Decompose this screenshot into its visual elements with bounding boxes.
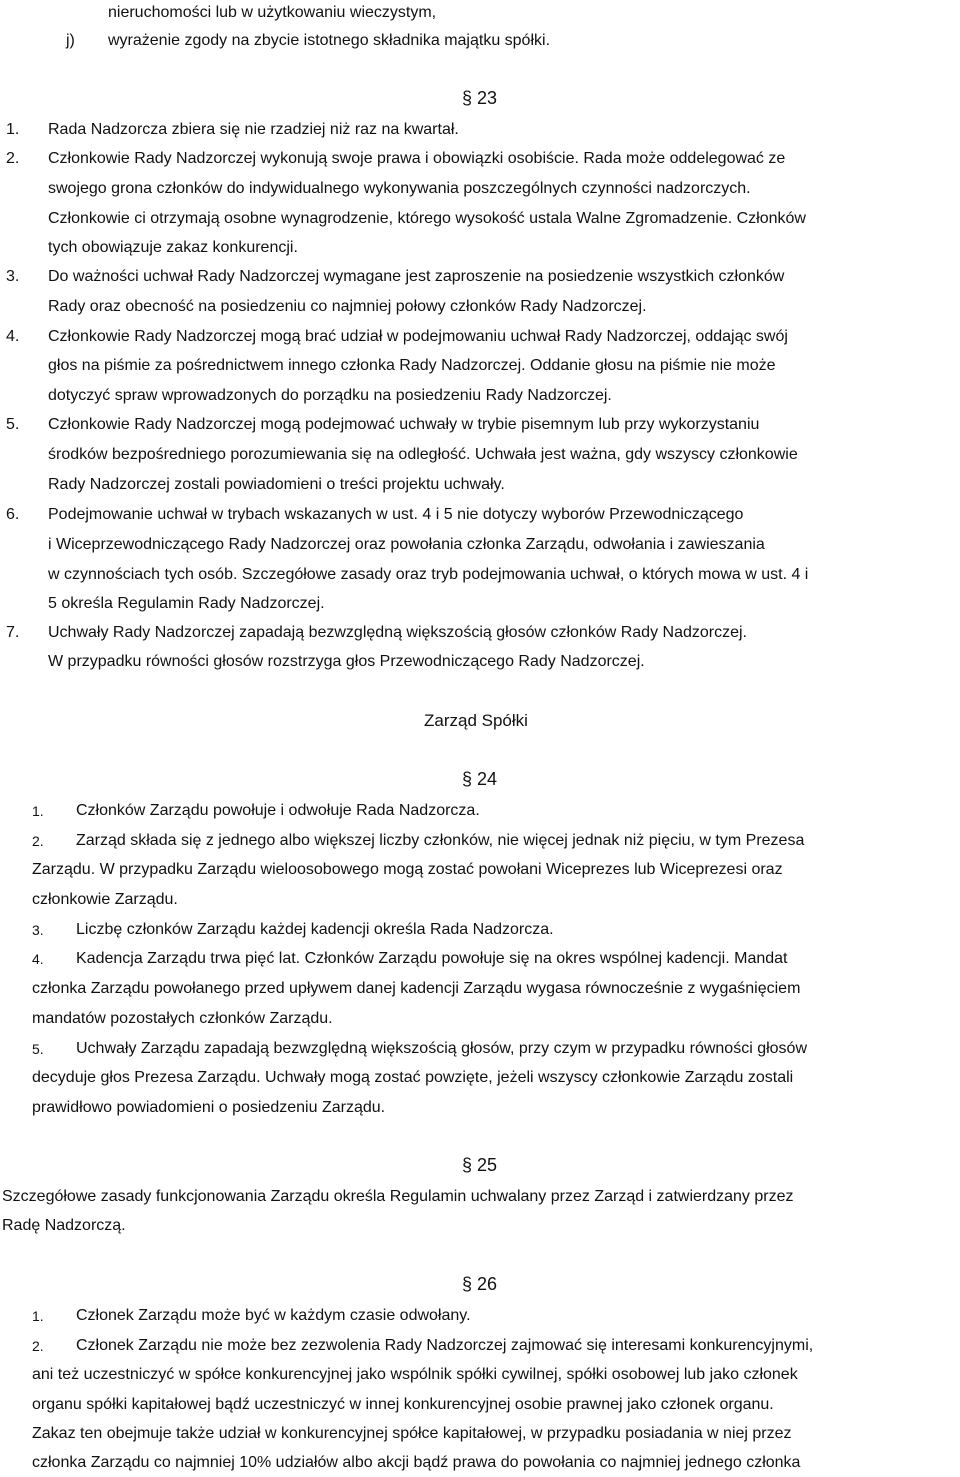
text-line: Szczegółowe zasady funkcjonowania Zarządu określa Regulamin uchwalany przez Zarząd i zatwierdzany przez <box>2 1188 794 1205</box>
paragraph-number: 5. <box>6 416 20 433</box>
paragraph-24-5-line: decyduje głos Prezesa Zarządu. Uchwały mogą zostać powzięte, jeżeli wszyscy członkowie Zarządu zostali <box>32 1069 794 1086</box>
section-heading-23: § 23 <box>462 88 498 108</box>
section-heading-26: § 26 <box>462 1274 498 1294</box>
paragraph-23-2-line <box>48 178 958 200</box>
text-line: swojego grona członków do indywidualnego wykonywania poszczególnych czynności nadzorczych. <box>48 180 751 197</box>
paragraph-24-4-line: Kadencja Zarządu trwa pięć lat. Członków Zarządu powołuje się na okres wspólnej kadencji. Mandat <box>76 950 788 967</box>
paragraph-23-1: Rada Nadzorcza zbiera się nie rzadziej niż raz na kwartał. <box>48 121 459 138</box>
section-heading-24: § 24 <box>462 769 498 789</box>
paragraph-number: 2. <box>6 150 20 167</box>
paragraph-26-2-line: organu spółki kapitałowej bądź uczestniczyć w innej konkurencyjnej osobie prawnej jako członek organu. <box>32 1396 774 1413</box>
paragraph-26-2-line: Zakaz ten obejmuje także udział w konkurencyjnej spółce kapitałowej, w przypadku posiadania w niej przez <box>32 1425 792 1442</box>
paragraph-number: 3. <box>32 922 44 938</box>
paragraph-number: 5. <box>32 1041 44 1057</box>
paragraph-23-6-line: 5 określa Regulamin Rady Nadzorczej. <box>48 595 325 612</box>
paragraph-number: 2. <box>32 833 44 849</box>
paragraph-number: 4. <box>32 951 44 967</box>
list-item-continuation: nieruchomości lub w użytkowaniu wieczystym, <box>108 4 437 21</box>
paragraph-23-3-line: Rady oraz obecność na posiedzeniu co najmniej połowy członków Rady Nadzorczej. <box>48 298 647 315</box>
paragraph-23-2-line <box>48 148 958 170</box>
paragraph-number: 2. <box>32 1338 44 1354</box>
paragraph-23-6-line: Podejmowanie uchwał w trybach wskazanych w ust. 4 i 5 nie dotyczy wyborów Przewodniczącego <box>48 506 744 523</box>
paragraph-23-2-line: tych obowiązuje zakaz konkurencji. <box>48 239 298 256</box>
paragraph-24-4-line: członka Zarządu powołanego przed upływem danej kadencji Zarządu wygasa równocześnie z wygaśnięciem <box>32 980 801 997</box>
paragraph-24-2-line: członkowie Zarządu. <box>32 891 178 908</box>
paragraph-23-5-line: Członkowie Rady Nadzorczej mogą podejmować uchwały w trybie pisemnym lub przy wykorzystaniu <box>48 416 760 433</box>
paragraph-23-3-line: Do ważności uchwał Rady Nadzorczej wymagane jest zaproszenie na posiedzenie wszystkich członków <box>48 268 785 285</box>
paragraph-26-2-line: Członek Zarządu nie może bez zezwolenia Rady Nadzorczej zajmować się interesami konkurencyjnymi, <box>76 1337 814 1354</box>
paragraph-23-4-line: głos na piśmie za pośrednictwem innego członka Rady Nadzorczej. Oddanie głosu na piśmie nie może <box>48 357 776 374</box>
paragraph-23-2-line: Członkowie ci otrzymają osobne wynagrodzenie, którego wysokość ustala Walne Zgromadzenie. Członków <box>48 210 806 227</box>
chapter-title: Zarząd Spółki <box>424 711 528 730</box>
paragraph-24-5-line: Uchwały Zarządu zapadają bezwzględną większością głosów, przy czym w przypadku równości głosów <box>76 1040 807 1057</box>
paragraph-26-2-line: ani też uczestniczyć w spółce konkurencyjnej jako wspólnik spółki cywilnej, spółki osobowej lub jako członek <box>32 1366 798 1383</box>
paragraph-24-3: Liczbę członków Zarządu każdej kadencji określa Rada Nadzorcza. <box>76 921 554 938</box>
list-item-label-j: j) <box>66 32 75 49</box>
paragraph-23-7-line: W przypadku równości głosów rozstrzyga głos Przewodniczącego Rady Nadzorczej. <box>48 653 645 670</box>
paragraph-23-6-line: i Wiceprzewodniczącego Rady Nadzorczej oraz powołania członka Zarządu, odwołania i zawieszania <box>48 536 765 553</box>
paragraph-23-5-line: Rady Nadzorczej zostali powiadomieni o treści projektu uchwały. <box>48 476 505 493</box>
list-item-j: wyrażenie zgody na zbycie istotnego składnika majątku spółki. <box>108 32 551 49</box>
paragraph-number: 1. <box>6 121 20 138</box>
paragraph-23-4-line: dotyczyć spraw wprowadzonych do porządku na posiedzeniu Rady Nadzorczej. <box>48 387 612 404</box>
text-line: Członkowie Rady Nadzorczej wykonują swoje prawa i obowiązki osobiście. Rada może oddelegować ze <box>48 150 786 167</box>
paragraph-24-2-line: Zarząd składa się z jednego albo większej liczby członków, nie więcej jednak niż pięciu, w tym Prezesa <box>76 832 805 849</box>
paragraph-23-4-line: Członkowie Rady Nadzorczej mogą brać udział w podejmowaniu uchwał Rady Nadzorczej, oddając swój <box>48 328 788 345</box>
paragraph-number: 1. <box>32 803 44 819</box>
paragraph-23-6-line: w czynnościach tych osób. Szczegółowe zasady oraz tryb podejmowania uchwał, o których mowa w ust. 4 i <box>48 566 809 583</box>
paragraph-number: 6. <box>6 506 20 523</box>
paragraph-number: 4. <box>6 328 20 345</box>
paragraph-24-2-line: Zarządu. W przypadku Zarządu wieloosobowego mogą zostać powołani Wiceprezes lub Wiceprezesi oraz <box>32 861 783 878</box>
paragraph-25-line: Radę Nadzorczą. <box>2 1217 126 1234</box>
section-heading-25: § 25 <box>462 1155 498 1175</box>
paragraph-26-2-line: członka Zarządu co najmniej 10% udziałów albo akcji bądź prawa do powołania co najmniej jednego członka <box>32 1454 801 1471</box>
paragraph-24-5-line: prawidłowo powiadomieni o posiedzeniu Zarządu. <box>32 1099 386 1116</box>
paragraph-23-7-line: Uchwały Rady Nadzorczej zapadają bezwzględną większością głosów członków Rady Nadzorczej. <box>48 624 747 641</box>
paragraph-23-5-line: środków bezpośredniego porozumiewania się na odległość. Uchwała jest ważna, gdy wszyscy członkowie <box>48 446 798 463</box>
paragraph-number: 7. <box>6 624 20 641</box>
paragraph-24-1: Członków Zarządu powołuje i odwołuje Rada Nadzorcza. <box>76 802 480 819</box>
paragraph-number: 3. <box>6 268 20 285</box>
paragraph-26-1: Członek Zarządu może być w każdym czasie odwołany. <box>76 1307 471 1324</box>
paragraph-number: 1. <box>32 1308 44 1324</box>
paragraph-24-4-line: mandatów pozostałych członków Zarządu. <box>32 1010 333 1027</box>
paragraph-25-line <box>2 1186 958 1208</box>
